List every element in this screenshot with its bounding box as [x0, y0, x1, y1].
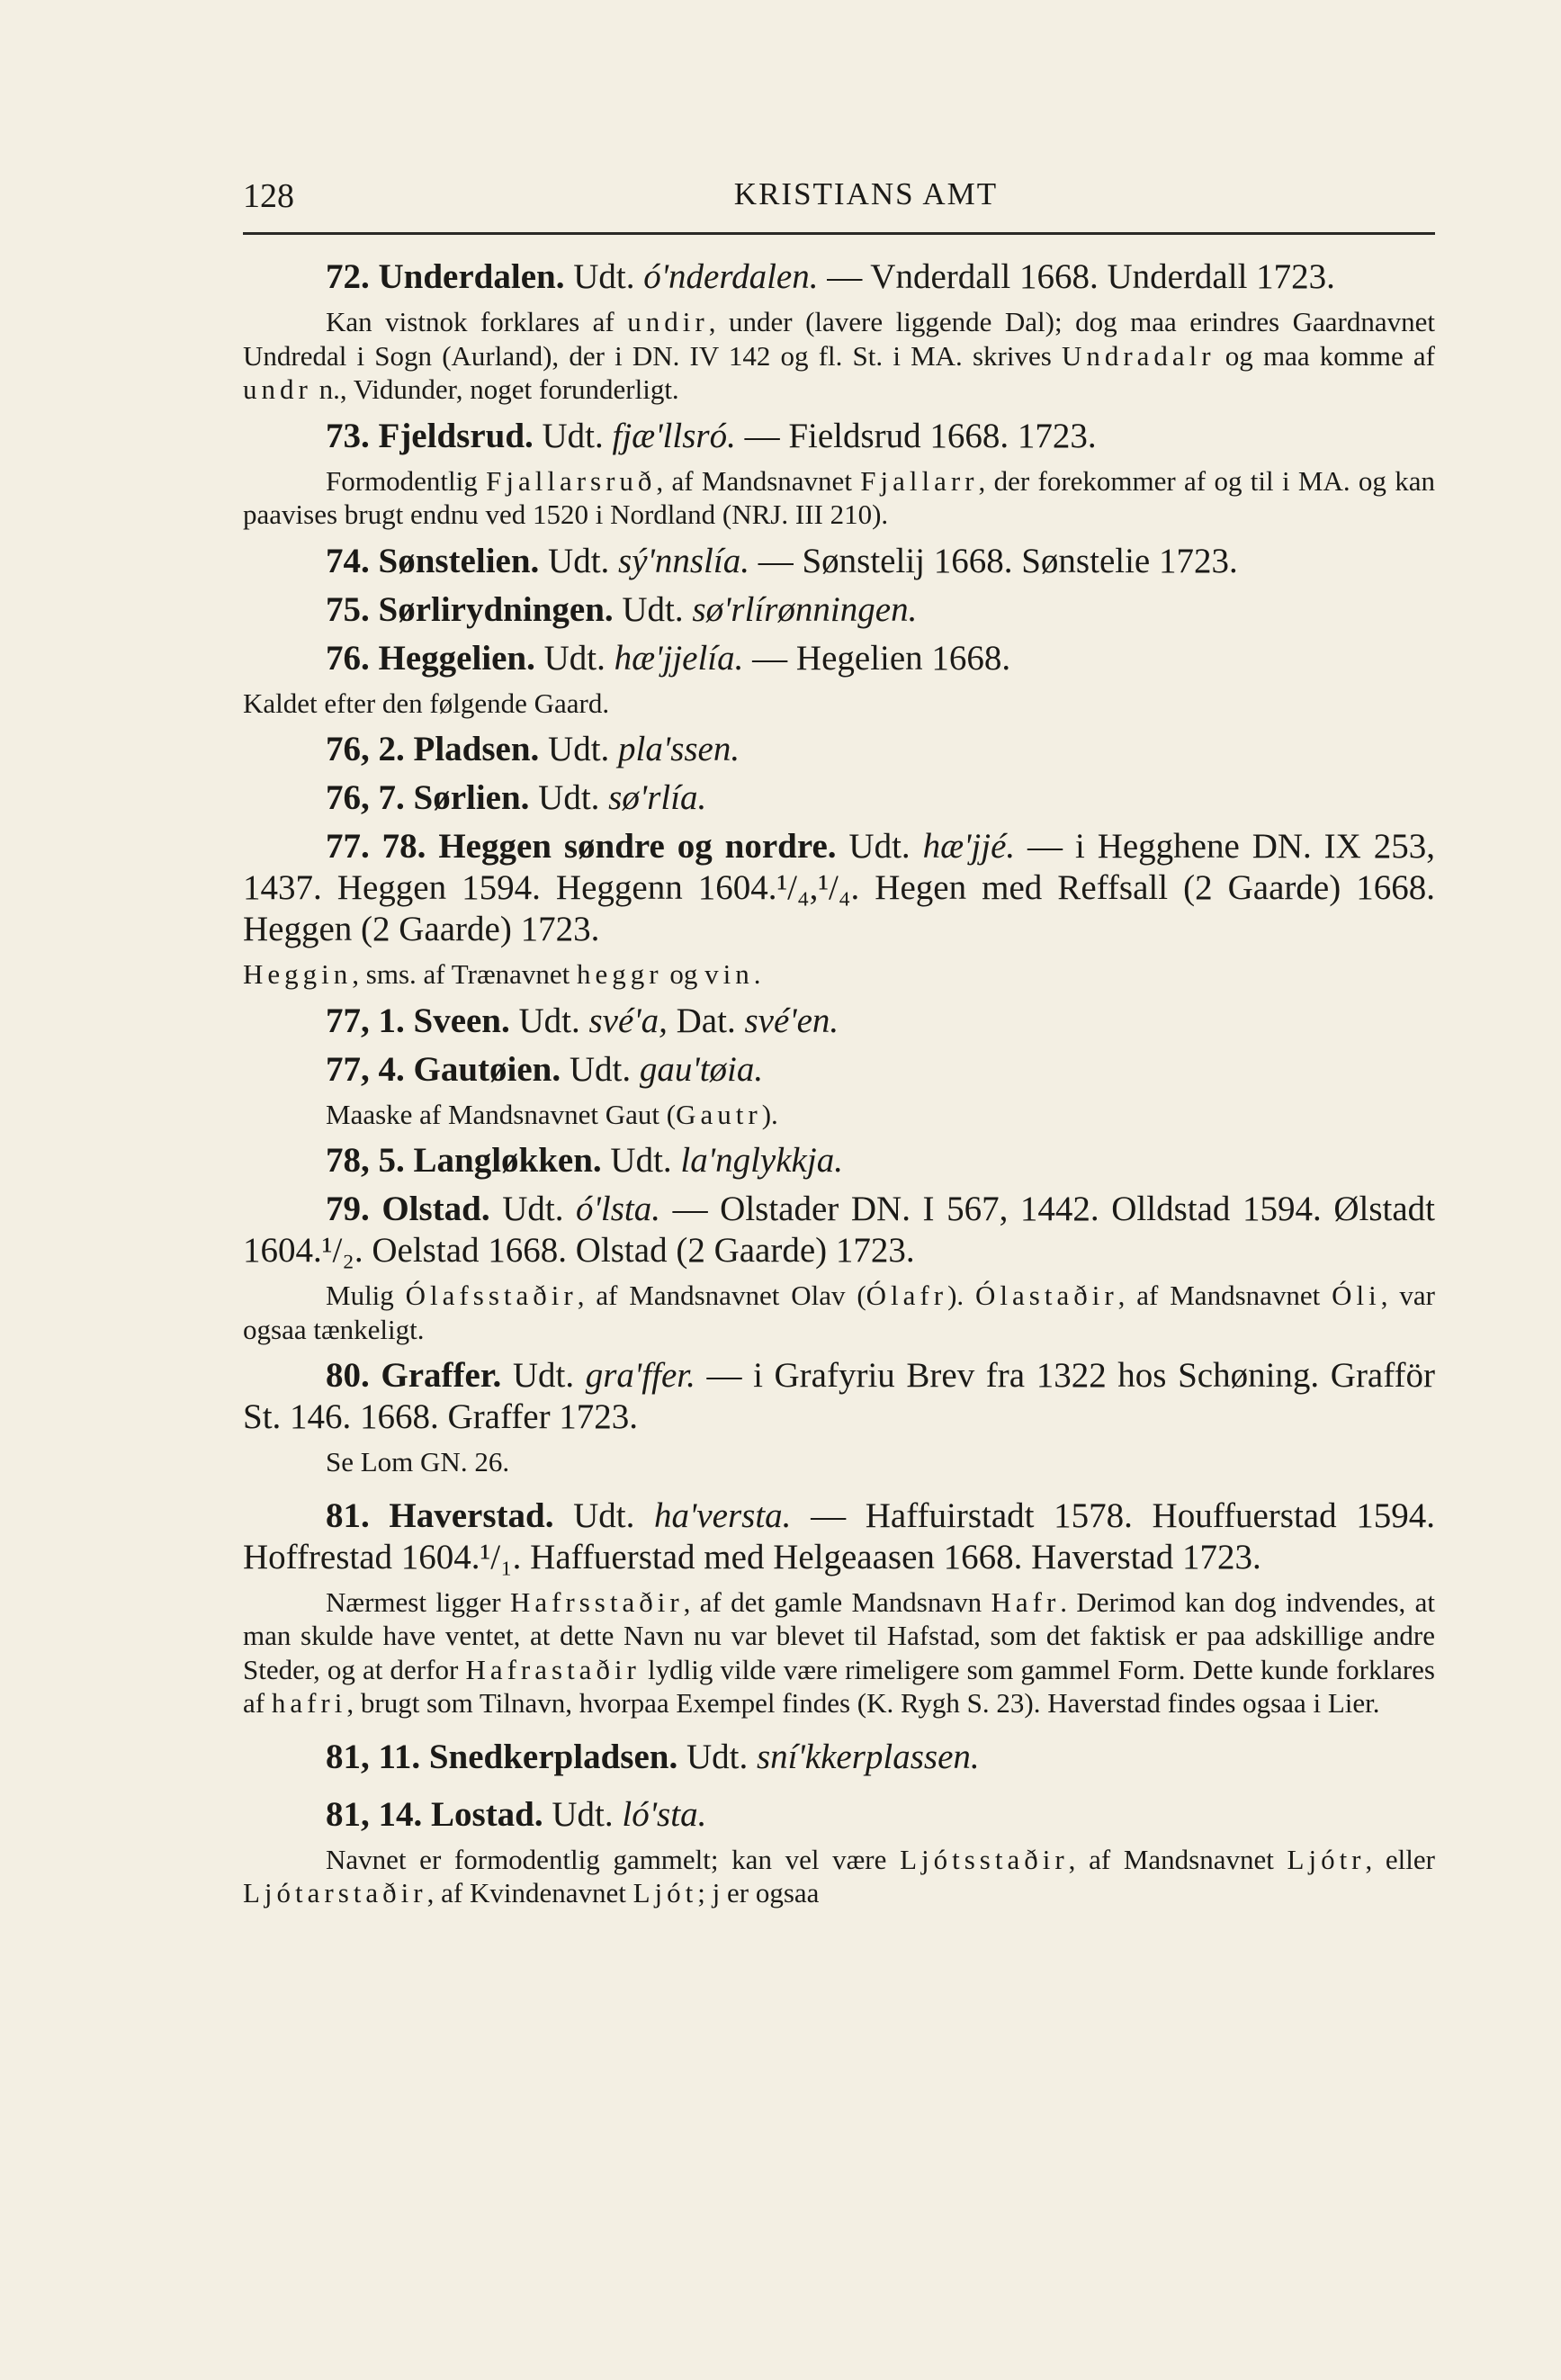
entry-73: 73. Fjeldsrud. Udt. fjæ'llsró. — Fieldsrud 1668. 1723. [326, 416, 1097, 455]
entry-76-2: 76, 2. Pladsen. Udt. pla'ssen. [326, 730, 740, 768]
page-number: 128 [243, 177, 294, 215]
note-77-78: Heggin, sms. af Trænavnet heggr og vin. [243, 958, 761, 990]
page-header [243, 176, 1435, 235]
entry-77-4: 77, 4. Gautøien. Udt. gau'tøia. [326, 1049, 764, 1089]
entry-79: 79. Olstad. Udt. ó'lsta. — Olstader DN. I 567, 1442. Olldstad 1594. Ølstadt 1604.¹/₂. Oelstad 1668. Olstad (2 Gaarde) 1723. [243, 1190, 1436, 1270]
note-72: Kan vistnok forklares af undir, under (lavere liggende Dal); dog maa erindres Gaardnavnet Undredal i Sogn (Aurland), der i DN. IV 142 og fl. St. i MA. skrives Undradalr og maa komme af undr n., Vidunder, noget forunderligt. [243, 306, 1435, 405]
note-79: Mulig Ólafsstaðir, af Mandsnavnet Olav (Ólafr). Ólastaðir, af Mandsnavnet Óli, var ogsaa tænkeligt. [243, 1280, 1435, 1345]
entry-76: 76. Heggelien. Udt. hæ'jjelía. — Hegelien 1668. [326, 638, 1011, 678]
entry-81-14: 81, 14. Lostad. Udt. ló'sta. [326, 1794, 707, 1834]
entry-72: 72. Underdalen. Udt. ó'nderdalen. — Vnderdall 1668. Underdall 1723. [326, 257, 1335, 296]
note-73: Formodentlig Fjallarsruð, af Mandsnavnet Fjallarr, der forekommer af og til i MA. og kan paavises brugt endnu ved 1520 i Nordland (NRJ. III 210). [243, 464, 1435, 530]
entry-77-78: 77. 78. Heggen søndre og nordre. Udt. hæ'jjé. — i Hegghene DN. IX 253, 1437. Heggen 1594. Heggenn 1604.¹/₄,¹/₄. Hegen med Reffsall (2 Gaarde) 1668. Heggen (2 Gaarde) 1723. [243, 827, 1435, 948]
entry-81: 81. Haverstad. Udt. ha'versta. — Haffuirstadt 1578. Houffuerstad 1594. Hoffrestad 1604.¹/₁. Haffuerstad med Helgeaasen 1668. Haverstad 1723. [243, 1495, 1435, 1576]
note-76: Kaldet efter den følgende Gaard. [243, 687, 610, 719]
note-81: Nærmest ligger Hafrsstaðir, af det gamle Mandsnavn Hafr. Derimod kan dog indvendes, at man skulde have ventet, at dette Navn nu var blevet til Hafstad, som det faktisk er paa adskillige andre Steder, og at derfor Hafrastaðir lydlig vilde være rimeligere som gammel Form. Dette kunde forklares af hafri, brugt som Tilnavn, hvorpaa Exempel findes (K. Rygh S. 23). Haverstad findes ogsaa i Lier. [243, 1585, 1435, 1719]
page-body [243, 256, 1435, 1919]
note-80: Se Lom GN. 26. [326, 1446, 510, 1477]
entry-75: 75. Sørlirydningen. Udt. sø'rlírønningen. [326, 589, 918, 629]
entry-80: 80. Graffer. Udt. gra'ffer. — i Grafyriu Brev fra 1322 hos Schøning. Grafför St. 146. 1668. Graffer 1723. [243, 1356, 1436, 1436]
entry-74: 74. Sønstelien. Udt. sý'nnslía. — Sønstelij 1668. Sønstelie 1723. [326, 541, 1238, 580]
entry-78-5: 78, 5. Langløkken. Udt. la'nglykkja. [326, 1141, 843, 1180]
entry-77-1: 77, 1. Sveen. Udt. své'a, Dat. své'en. [326, 1001, 839, 1040]
note-81-14: Navnet er formodentlig gammelt; kan vel være Ljótsstaðir, af Mandsnavnet Ljótr, eller Ljótarstaðir, af Kvindenavnet Ljót; j er ogsaa [243, 1843, 1435, 1908]
note-77-4: Maaske af Mandsnavnet Gaut (Gautr). [326, 1098, 778, 1130]
running-head: KRISTIANS AMT [733, 176, 999, 211]
entry-81-11: 81, 11. Snedkerpladsen. Udt. sní'kkerplassen. [326, 1737, 980, 1776]
entry-76-7: 76, 7. Sørlien. Udt. sø'rlía. [326, 778, 707, 817]
